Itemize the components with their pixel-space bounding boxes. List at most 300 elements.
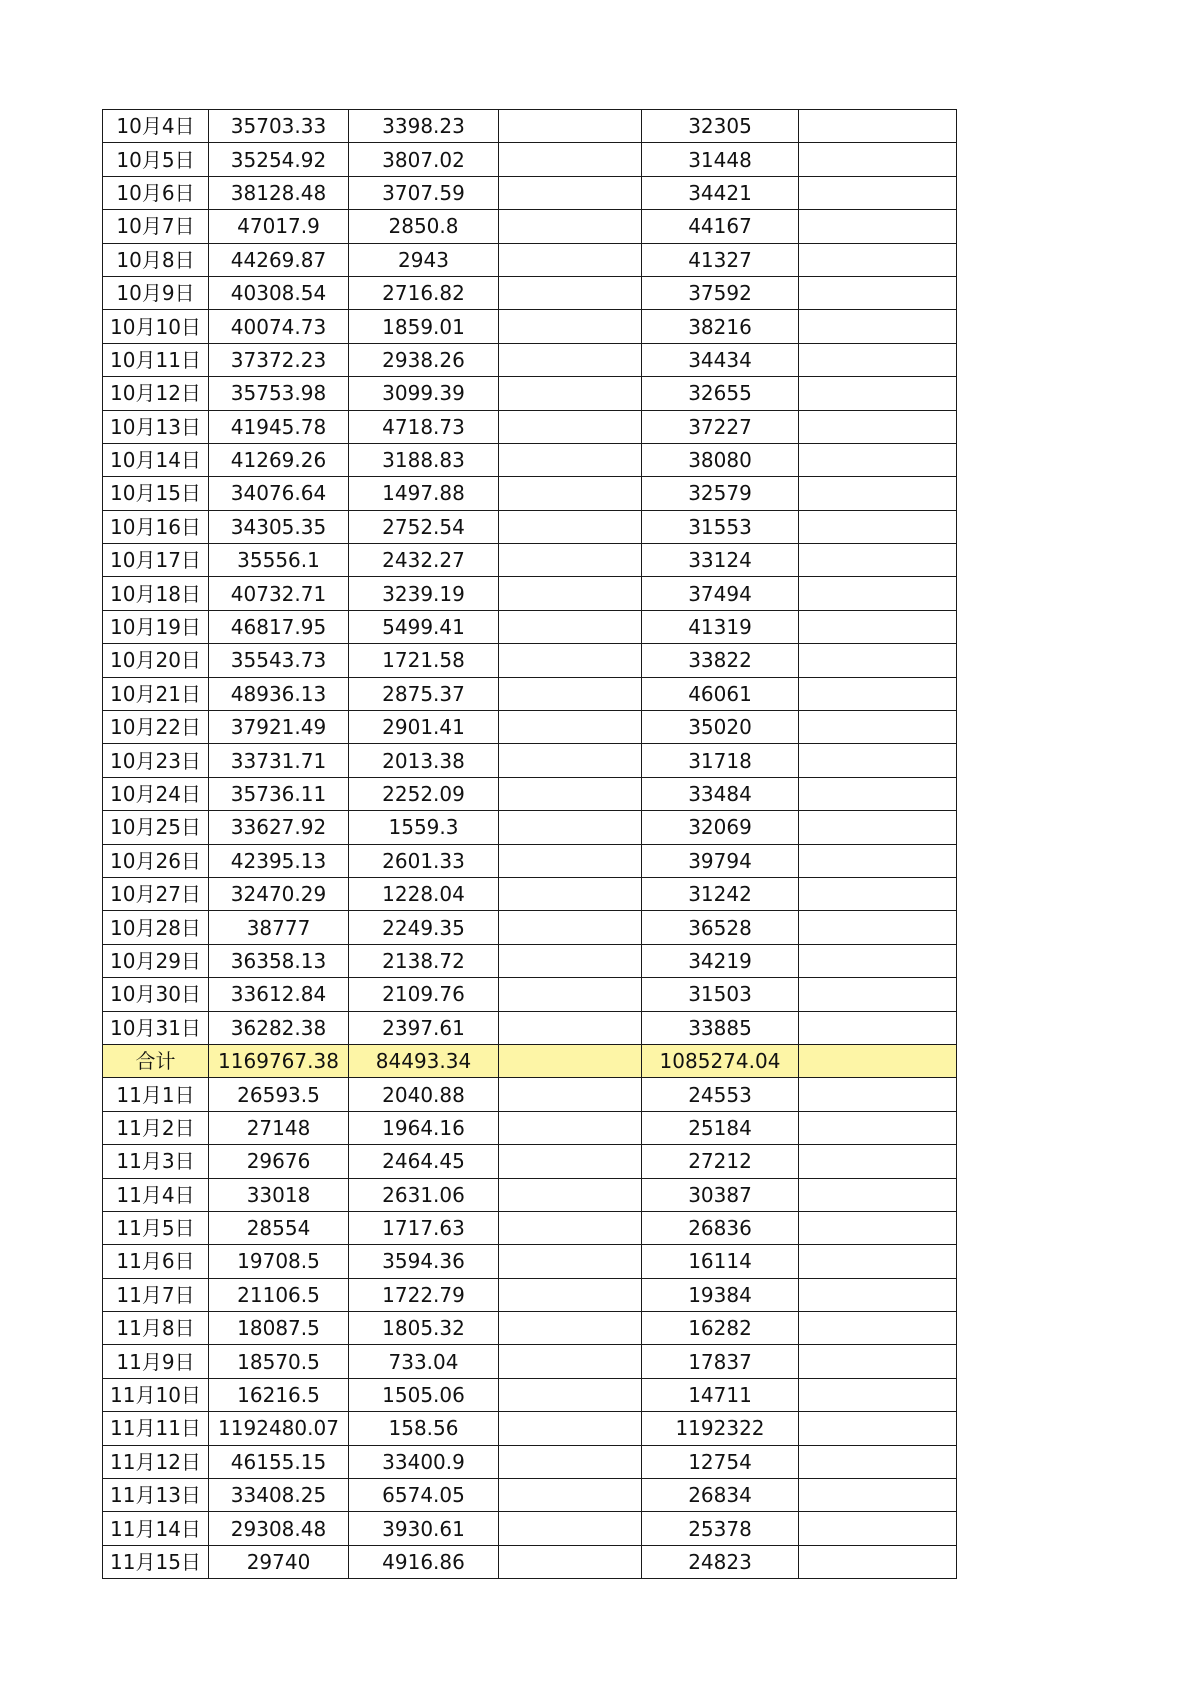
table-row xyxy=(103,1378,957,1411)
date-cell[interactable]: 11月15日 xyxy=(103,1545,209,1578)
value-cell-col-b[interactable]: 28554 xyxy=(209,1211,349,1244)
empty-cell-col-d[interactable] xyxy=(499,176,642,209)
value-cell-col-e[interactable]: 38216 xyxy=(642,310,799,343)
date-cell[interactable]: 10月8日 xyxy=(103,243,209,276)
value-cell-col-b[interactable]: 42395.13 xyxy=(209,844,349,877)
value-cell-col-b[interactable]: 16216.5 xyxy=(209,1378,349,1411)
date-cell[interactable]: 10月19日 xyxy=(103,610,209,643)
value-cell-col-b[interactable]: 32470.29 xyxy=(209,877,349,910)
empty-cell-col-f[interactable] xyxy=(799,1245,957,1278)
value-cell-col-c[interactable]: 3807.02 xyxy=(349,143,499,176)
value-cell-col-c[interactable]: 2249.35 xyxy=(349,911,499,944)
value-cell-col-c[interactable]: 2943 xyxy=(349,243,499,276)
value-cell-col-e[interactable]: 33885 xyxy=(642,1011,799,1044)
empty-cell-col-f[interactable] xyxy=(799,1011,957,1044)
date-cell[interactable]: 10月10日 xyxy=(103,310,209,343)
date-cell[interactable]: 10月11日 xyxy=(103,343,209,376)
empty-cell-col-d[interactable] xyxy=(499,410,642,443)
date-cell[interactable]: 10月12日 xyxy=(103,377,209,410)
table-row xyxy=(103,1178,957,1211)
empty-cell-col-f[interactable] xyxy=(799,1412,957,1445)
empty-cell-col-d[interactable] xyxy=(499,1278,642,1311)
value-cell-col-c[interactable]: 2901.41 xyxy=(349,711,499,744)
value-cell-col-e[interactable]: 44167 xyxy=(642,210,799,243)
value-cell-col-e[interactable]: 46061 xyxy=(642,677,799,710)
empty-cell-col-f[interactable] xyxy=(799,677,957,710)
date-cell[interactable]: 10月16日 xyxy=(103,510,209,543)
date-cell[interactable]: 10月18日 xyxy=(103,577,209,610)
value-cell-col-c[interactable]: 2013.38 xyxy=(349,744,499,777)
date-cell[interactable]: 10月30日 xyxy=(103,978,209,1011)
value-cell-col-c[interactable]: 2601.33 xyxy=(349,844,499,877)
table-row xyxy=(103,1312,957,1345)
value-cell-col-e[interactable]: 41327 xyxy=(642,243,799,276)
value-cell-col-e[interactable]: 33484 xyxy=(642,777,799,810)
empty-cell-col-f[interactable] xyxy=(799,777,957,810)
empty-cell-col-d[interactable] xyxy=(499,577,642,610)
empty-cell-col-d[interactable] xyxy=(499,744,642,777)
empty-cell-col-d[interactable] xyxy=(499,343,642,376)
date-cell[interactable]: 10月29日 xyxy=(103,944,209,977)
value-cell-col-e[interactable]: 35020 xyxy=(642,711,799,744)
table-row xyxy=(103,1211,957,1244)
value-cell-col-e[interactable]: 32579 xyxy=(642,477,799,510)
value-cell-col-c[interactable]: 2138.72 xyxy=(349,944,499,977)
value-cell-col-c[interactable]: 1505.06 xyxy=(349,1378,499,1411)
value-cell-col-c[interactable]: 3398.23 xyxy=(349,110,499,143)
empty-cell-col-f[interactable] xyxy=(799,110,957,143)
empty-cell-col-d[interactable] xyxy=(499,1412,642,1445)
value-cell-col-e[interactable]: 32655 xyxy=(642,377,799,410)
value-cell-col-b[interactable]: 33627.92 xyxy=(209,811,349,844)
table-row xyxy=(103,176,957,209)
value-cell-col-c[interactable]: 3930.61 xyxy=(349,1512,499,1545)
date-cell[interactable]: 11月14日 xyxy=(103,1512,209,1545)
value-cell-col-b[interactable]: 40074.73 xyxy=(209,310,349,343)
empty-cell-col-f[interactable] xyxy=(799,944,957,977)
value-cell-col-c[interactable]: 3707.59 xyxy=(349,176,499,209)
value-cell-col-c[interactable]: 5499.41 xyxy=(349,610,499,643)
value-cell-col-e[interactable]: 17837 xyxy=(642,1345,799,1378)
empty-cell-col-f[interactable] xyxy=(799,410,957,443)
value-cell-col-b[interactable]: 33408.25 xyxy=(209,1479,349,1512)
value-cell-col-e[interactable]: 33822 xyxy=(642,644,799,677)
empty-cell-col-d[interactable] xyxy=(499,1011,642,1044)
value-cell-col-c[interactable]: 2464.45 xyxy=(349,1145,499,1178)
empty-cell-col-d[interactable] xyxy=(499,110,642,143)
spreadsheet-body xyxy=(103,110,957,1579)
value-cell-col-e[interactable]: 14711 xyxy=(642,1378,799,1411)
table-row xyxy=(103,210,957,243)
value-cell-col-b[interactable]: 19708.5 xyxy=(209,1245,349,1278)
empty-cell-col-d[interactable] xyxy=(499,777,642,810)
empty-cell-col-f[interactable] xyxy=(799,877,957,910)
empty-cell-col-f[interactable] xyxy=(799,1512,957,1545)
date-cell[interactable]: 10月25日 xyxy=(103,811,209,844)
value-cell-col-e[interactable]: 25378 xyxy=(642,1512,799,1545)
table-row xyxy=(103,143,957,176)
empty-cell-col-f[interactable] xyxy=(799,310,957,343)
table-row xyxy=(103,811,957,844)
value-cell-col-e[interactable]: 16282 xyxy=(642,1312,799,1345)
empty-cell-col-d[interactable] xyxy=(499,978,642,1011)
table-row xyxy=(103,377,957,410)
value-cell-col-c[interactable]: 1805.32 xyxy=(349,1312,499,1345)
value-cell-col-e[interactable]: 37227 xyxy=(642,410,799,443)
empty-cell-col-d[interactable] xyxy=(499,544,642,577)
value-cell-col-c[interactable]: 6574.05 xyxy=(349,1479,499,1512)
value-cell-col-c[interactable]: 1721.58 xyxy=(349,644,499,677)
empty-cell-col-d[interactable] xyxy=(499,210,642,243)
value-cell-col-b[interactable]: 18087.5 xyxy=(209,1312,349,1345)
empty-cell-col-d[interactable] xyxy=(499,1211,642,1244)
value-cell-col-b[interactable]: 38128.48 xyxy=(209,176,349,209)
date-cell[interactable]: 10月6日 xyxy=(103,176,209,209)
empty-cell-col-d[interactable] xyxy=(499,1512,642,1545)
date-cell[interactable]: 10月5日 xyxy=(103,143,209,176)
value-cell-col-e[interactable]: 26836 xyxy=(642,1211,799,1244)
date-cell[interactable]: 11月3日 xyxy=(103,1145,209,1178)
date-cell[interactable]: 10月17日 xyxy=(103,544,209,577)
date-cell[interactable]: 10月22日 xyxy=(103,711,209,744)
empty-cell-col-f[interactable] xyxy=(799,1111,957,1144)
empty-cell-col-d[interactable] xyxy=(499,844,642,877)
value-cell-col-c[interactable]: 4916.86 xyxy=(349,1545,499,1578)
value-cell-col-b[interactable]: 18570.5 xyxy=(209,1345,349,1378)
value-cell-col-e[interactable]: 1085274.04 xyxy=(642,1044,799,1077)
empty-cell-col-f[interactable] xyxy=(799,510,957,543)
empty-cell-col-f[interactable] xyxy=(799,1278,957,1311)
empty-cell-col-f[interactable] xyxy=(799,243,957,276)
value-cell-col-b[interactable]: 38777 xyxy=(209,911,349,944)
value-cell-col-c[interactable]: 2850.8 xyxy=(349,210,499,243)
empty-cell-col-d[interactable] xyxy=(499,1312,642,1345)
date-cell[interactable]: 11月12日 xyxy=(103,1445,209,1478)
value-cell-col-c[interactable]: 1559.3 xyxy=(349,811,499,844)
table-row xyxy=(103,677,957,710)
date-cell[interactable]: 11月2日 xyxy=(103,1111,209,1144)
table-row xyxy=(103,1479,957,1512)
value-cell-col-b[interactable]: 47017.9 xyxy=(209,210,349,243)
table-row xyxy=(103,877,957,910)
value-cell-col-c[interactable]: 3099.39 xyxy=(349,377,499,410)
table-row xyxy=(103,477,957,510)
table-row xyxy=(103,911,957,944)
value-cell-col-e[interactable]: 26834 xyxy=(642,1479,799,1512)
empty-cell-col-f[interactable] xyxy=(799,711,957,744)
date-cell[interactable]: 11月8日 xyxy=(103,1312,209,1345)
value-cell-col-c[interactable]: 158.56 xyxy=(349,1412,499,1445)
value-cell-col-e[interactable]: 31448 xyxy=(642,143,799,176)
empty-cell-col-f[interactable] xyxy=(799,1545,957,1578)
value-cell-col-e[interactable]: 37494 xyxy=(642,577,799,610)
date-cell[interactable]: 11月4日 xyxy=(103,1178,209,1211)
empty-cell-col-d[interactable] xyxy=(499,911,642,944)
value-cell-col-b[interactable]: 46817.95 xyxy=(209,610,349,643)
value-cell-col-c[interactable]: 2875.37 xyxy=(349,677,499,710)
date-cell[interactable]: 11月9日 xyxy=(103,1345,209,1378)
empty-cell-col-d[interactable] xyxy=(499,1078,642,1111)
value-cell-col-b[interactable]: 46155.15 xyxy=(209,1445,349,1478)
date-cell[interactable]: 10月13日 xyxy=(103,410,209,443)
value-cell-col-b[interactable]: 34076.64 xyxy=(209,477,349,510)
value-cell-col-e[interactable]: 19384 xyxy=(642,1278,799,1311)
date-cell[interactable]: 10月20日 xyxy=(103,644,209,677)
empty-cell-col-d[interactable] xyxy=(499,1545,642,1578)
value-cell-col-e[interactable]: 32305 xyxy=(642,110,799,143)
empty-cell-col-f[interactable] xyxy=(799,1178,957,1211)
empty-cell-col-d[interactable] xyxy=(499,1378,642,1411)
empty-cell-col-d[interactable] xyxy=(499,610,642,643)
date-cell[interactable]: 11月5日 xyxy=(103,1211,209,1244)
date-cell[interactable]: 10月26日 xyxy=(103,844,209,877)
value-cell-col-b[interactable]: 35703.33 xyxy=(209,110,349,143)
value-cell-col-b[interactable]: 36282.38 xyxy=(209,1011,349,1044)
value-cell-col-e[interactable]: 36528 xyxy=(642,911,799,944)
empty-cell-col-f[interactable] xyxy=(799,377,957,410)
value-cell-col-e[interactable]: 24823 xyxy=(642,1545,799,1578)
value-cell-col-c[interactable]: 3239.19 xyxy=(349,577,499,610)
value-cell-col-b[interactable]: 36358.13 xyxy=(209,944,349,977)
value-cell-col-e[interactable]: 12754 xyxy=(642,1445,799,1478)
value-cell-col-e[interactable]: 31553 xyxy=(642,510,799,543)
empty-cell-col-f[interactable] xyxy=(799,176,957,209)
value-cell-col-b[interactable]: 27148 xyxy=(209,1111,349,1144)
value-cell-col-b[interactable]: 29308.48 xyxy=(209,1512,349,1545)
empty-cell-col-f[interactable] xyxy=(799,744,957,777)
value-cell-col-c[interactable]: 1717.63 xyxy=(349,1211,499,1244)
empty-cell-col-d[interactable] xyxy=(499,310,642,343)
empty-cell-col-f[interactable] xyxy=(799,1145,957,1178)
total-label-cell[interactable]: 合计 xyxy=(103,1044,209,1077)
value-cell-col-e[interactable]: 27212 xyxy=(642,1145,799,1178)
table-row xyxy=(103,777,957,810)
value-cell-col-b[interactable]: 33612.84 xyxy=(209,978,349,1011)
date-cell[interactable]: 10月28日 xyxy=(103,911,209,944)
table-row xyxy=(103,276,957,309)
table-row xyxy=(103,744,957,777)
empty-cell-col-f[interactable] xyxy=(799,911,957,944)
value-cell-col-e[interactable]: 38080 xyxy=(642,443,799,476)
value-cell-col-b[interactable]: 41269.26 xyxy=(209,443,349,476)
value-cell-col-b[interactable]: 34305.35 xyxy=(209,510,349,543)
value-cell-col-e[interactable]: 31503 xyxy=(642,978,799,1011)
empty-cell-col-f[interactable] xyxy=(799,610,957,643)
date-cell[interactable]: 11月6日 xyxy=(103,1245,209,1278)
date-cell[interactable]: 10月31日 xyxy=(103,1011,209,1044)
value-cell-col-c[interactable]: 2752.54 xyxy=(349,510,499,543)
value-cell-col-b[interactable]: 35753.98 xyxy=(209,377,349,410)
value-cell-col-c[interactable]: 1722.79 xyxy=(349,1278,499,1311)
table-row xyxy=(103,410,957,443)
value-cell-col-b[interactable]: 35254.92 xyxy=(209,143,349,176)
empty-cell-col-f[interactable] xyxy=(799,477,957,510)
empty-cell-col-f[interactable] xyxy=(799,210,957,243)
table-row xyxy=(103,644,957,677)
total-row xyxy=(103,1044,957,1077)
empty-cell-col-f[interactable] xyxy=(799,978,957,1011)
value-cell-col-c[interactable]: 4718.73 xyxy=(349,410,499,443)
empty-cell-col-f[interactable] xyxy=(799,1312,957,1345)
value-cell-col-c[interactable]: 3188.83 xyxy=(349,443,499,476)
value-cell-col-e[interactable]: 39794 xyxy=(642,844,799,877)
empty-cell-col-f[interactable] xyxy=(799,644,957,677)
table-row xyxy=(103,1011,957,1044)
value-cell-col-e[interactable]: 34434 xyxy=(642,343,799,376)
date-cell[interactable]: 11月10日 xyxy=(103,1378,209,1411)
empty-cell-col-d[interactable] xyxy=(499,276,642,309)
value-cell-col-b[interactable]: 37372.23 xyxy=(209,343,349,376)
empty-cell-col-f[interactable] xyxy=(799,1479,957,1512)
empty-cell-col-d[interactable] xyxy=(499,677,642,710)
table-row xyxy=(103,243,957,276)
table-row xyxy=(103,944,957,977)
empty-cell-col-d[interactable] xyxy=(499,1111,642,1144)
table-row xyxy=(103,310,957,343)
table-row xyxy=(103,711,957,744)
empty-cell-col-d[interactable] xyxy=(499,944,642,977)
empty-cell-col-f[interactable] xyxy=(799,143,957,176)
value-cell-col-e[interactable]: 34421 xyxy=(642,176,799,209)
value-cell-col-c[interactable]: 733.04 xyxy=(349,1345,499,1378)
empty-cell-col-f[interactable] xyxy=(799,1211,957,1244)
table-row xyxy=(103,1445,957,1478)
table-row xyxy=(103,844,957,877)
date-cell[interactable]: 10月23日 xyxy=(103,744,209,777)
table-row xyxy=(103,577,957,610)
value-cell-col-b[interactable]: 44269.87 xyxy=(209,243,349,276)
empty-cell-col-d[interactable] xyxy=(499,1044,642,1077)
date-cell[interactable]: 11月1日 xyxy=(103,1078,209,1111)
empty-cell-col-f[interactable] xyxy=(799,1078,957,1111)
value-cell-col-b[interactable]: 40308.54 xyxy=(209,276,349,309)
value-cell-col-b[interactable]: 26593.5 xyxy=(209,1078,349,1111)
value-cell-col-c[interactable]: 33400.9 xyxy=(349,1445,499,1478)
value-cell-col-b[interactable]: 29676 xyxy=(209,1145,349,1178)
empty-cell-col-d[interactable] xyxy=(499,711,642,744)
value-cell-col-b[interactable]: 21106.5 xyxy=(209,1278,349,1311)
date-cell[interactable]: 10月4日 xyxy=(103,110,209,143)
empty-cell-col-d[interactable] xyxy=(499,1479,642,1512)
table-row xyxy=(103,510,957,543)
value-cell-col-b[interactable]: 29740 xyxy=(209,1545,349,1578)
empty-cell-col-d[interactable] xyxy=(499,644,642,677)
value-cell-col-b[interactable]: 37921.49 xyxy=(209,711,349,744)
empty-cell-col-d[interactable] xyxy=(499,1345,642,1378)
value-cell-col-c[interactable]: 2938.26 xyxy=(349,343,499,376)
value-cell-col-c[interactable]: 1228.04 xyxy=(349,877,499,910)
value-cell-col-e[interactable]: 24553 xyxy=(642,1078,799,1111)
value-cell-col-e[interactable]: 31242 xyxy=(642,877,799,910)
value-cell-col-c[interactable]: 1859.01 xyxy=(349,310,499,343)
table-row xyxy=(103,610,957,643)
value-cell-col-c[interactable]: 2040.88 xyxy=(349,1078,499,1111)
value-cell-col-b[interactable]: 35736.11 xyxy=(209,777,349,810)
empty-cell-col-d[interactable] xyxy=(499,510,642,543)
value-cell-col-c[interactable]: 2397.61 xyxy=(349,1011,499,1044)
date-cell[interactable]: 10月14日 xyxy=(103,443,209,476)
value-cell-col-c[interactable]: 1497.88 xyxy=(349,477,499,510)
value-cell-col-c[interactable]: 2631.06 xyxy=(349,1178,499,1211)
value-cell-col-c[interactable]: 1964.16 xyxy=(349,1111,499,1144)
value-cell-col-c[interactable]: 2432.27 xyxy=(349,544,499,577)
value-cell-col-c[interactable]: 2716.82 xyxy=(349,276,499,309)
empty-cell-col-f[interactable] xyxy=(799,1445,957,1478)
value-cell-col-c[interactable]: 84493.34 xyxy=(349,1044,499,1077)
date-cell[interactable]: 10月9日 xyxy=(103,276,209,309)
empty-cell-col-f[interactable] xyxy=(799,811,957,844)
table-row xyxy=(103,1245,957,1278)
empty-cell-col-f[interactable] xyxy=(799,1345,957,1378)
date-cell[interactable]: 10月7日 xyxy=(103,210,209,243)
value-cell-col-b[interactable]: 35556.1 xyxy=(209,544,349,577)
spreadsheet-table xyxy=(102,109,957,1579)
value-cell-col-c[interactable]: 3594.36 xyxy=(349,1245,499,1278)
value-cell-col-e[interactable]: 30387 xyxy=(642,1178,799,1211)
empty-cell-col-f[interactable] xyxy=(799,443,957,476)
empty-cell-col-f[interactable] xyxy=(799,844,957,877)
value-cell-col-b[interactable]: 35543.73 xyxy=(209,644,349,677)
empty-cell-col-f[interactable] xyxy=(799,343,957,376)
date-cell[interactable]: 10月21日 xyxy=(103,677,209,710)
empty-cell-col-d[interactable] xyxy=(499,1245,642,1278)
empty-cell-col-d[interactable] xyxy=(499,1445,642,1478)
table-row xyxy=(103,110,957,143)
empty-cell-col-d[interactable] xyxy=(499,1145,642,1178)
value-cell-col-e[interactable]: 34219 xyxy=(642,944,799,977)
empty-cell-col-d[interactable] xyxy=(499,1178,642,1211)
date-cell[interactable]: 10月15日 xyxy=(103,477,209,510)
empty-cell-col-f[interactable] xyxy=(799,276,957,309)
value-cell-col-e[interactable]: 32069 xyxy=(642,811,799,844)
empty-cell-col-f[interactable] xyxy=(799,1044,957,1077)
date-cell[interactable]: 11月11日 xyxy=(103,1412,209,1445)
empty-cell-col-f[interactable] xyxy=(799,577,957,610)
value-cell-col-b[interactable]: 33018 xyxy=(209,1178,349,1211)
date-cell[interactable]: 11月7日 xyxy=(103,1278,209,1311)
empty-cell-col-d[interactable] xyxy=(499,243,642,276)
value-cell-col-e[interactable]: 37592 xyxy=(642,276,799,309)
empty-cell-col-f[interactable] xyxy=(799,1378,957,1411)
date-cell[interactable]: 10月27日 xyxy=(103,877,209,910)
value-cell-col-e[interactable]: 16114 xyxy=(642,1245,799,1278)
table-row xyxy=(103,1545,957,1578)
value-cell-col-b[interactable]: 41945.78 xyxy=(209,410,349,443)
value-cell-col-b[interactable]: 1192480.07 xyxy=(209,1412,349,1445)
empty-cell-col-d[interactable] xyxy=(499,877,642,910)
table-row xyxy=(103,1111,957,1144)
value-cell-col-b[interactable]: 1169767.38 xyxy=(209,1044,349,1077)
value-cell-col-c[interactable]: 2109.76 xyxy=(349,978,499,1011)
value-cell-col-e[interactable]: 31718 xyxy=(642,744,799,777)
empty-cell-col-d[interactable] xyxy=(499,377,642,410)
value-cell-col-c[interactable]: 2252.09 xyxy=(349,777,499,810)
date-cell[interactable]: 11月13日 xyxy=(103,1479,209,1512)
empty-cell-col-d[interactable] xyxy=(499,811,642,844)
value-cell-col-e[interactable]: 41319 xyxy=(642,610,799,643)
empty-cell-col-d[interactable] xyxy=(499,443,642,476)
value-cell-col-b[interactable]: 40732.71 xyxy=(209,577,349,610)
value-cell-col-e[interactable]: 25184 xyxy=(642,1111,799,1144)
empty-cell-col-f[interactable] xyxy=(799,544,957,577)
value-cell-col-b[interactable]: 33731.71 xyxy=(209,744,349,777)
date-cell[interactable]: 10月24日 xyxy=(103,777,209,810)
empty-cell-col-d[interactable] xyxy=(499,143,642,176)
empty-cell-col-d[interactable] xyxy=(499,477,642,510)
value-cell-col-e[interactable]: 33124 xyxy=(642,544,799,577)
value-cell-col-b[interactable]: 48936.13 xyxy=(209,677,349,710)
value-cell-col-e[interactable]: 1192322 xyxy=(642,1412,799,1445)
